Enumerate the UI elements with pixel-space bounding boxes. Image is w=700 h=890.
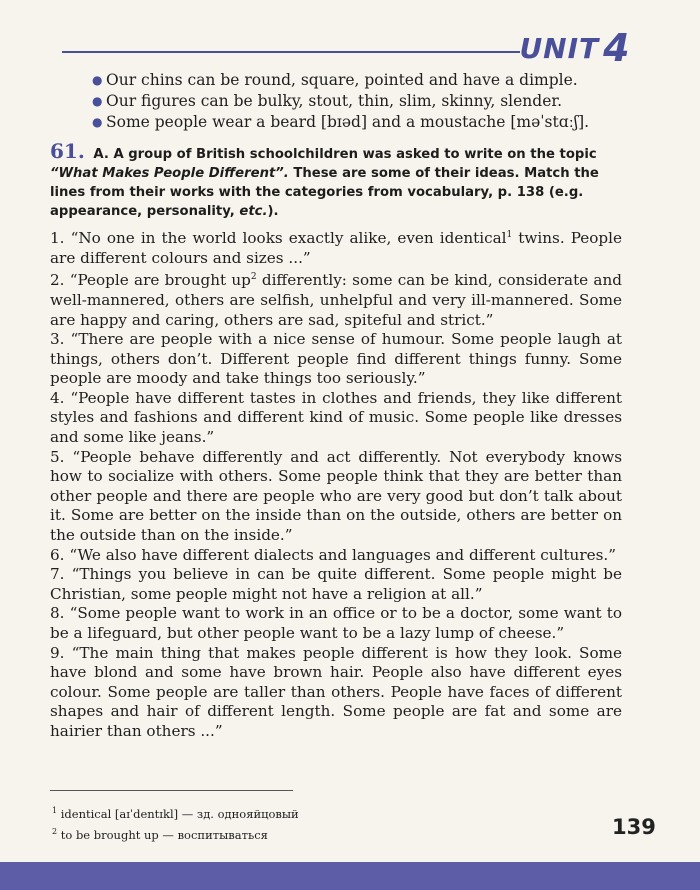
footnote-ref: 2 [250,272,257,283]
quote-item [50,268,622,330]
footnote-text: to be brought up — воспитываться [60,827,268,842]
unit-label: UNIT [519,31,600,65]
page-number: 139 [612,815,656,839]
quote-text: 1. “No one in the world looks exactly alike, even identical [50,229,507,248]
bullet-text: Our chins can be round, square, pointed and have a dimple. [106,71,578,89]
bottom-band [0,862,700,890]
footnote-item [52,823,452,844]
bullet-dot-icon: ● [92,73,103,87]
quote-text: 3. “There are people with a nice sense of humour. Some people laugh at things, others don’t. Different people find different things funny. Some people are moody and take things too seriously.” [50,330,622,388]
quote-text: 6. “We also have different dialects and languages and different cultures.” [50,545,616,564]
bullet-item [92,91,612,112]
topic-title: “What Makes People Different”. [50,166,289,181]
instruction-a: A. A group of British schoolchildren was asked to write on the topic [93,147,597,162]
instruction-end: ). [267,204,279,219]
quote-item [50,226,622,268]
quote-text: 7. “Things you believe in can be quite different. Some people might be Christian, some people might not have a religion at all.” [50,565,622,603]
exercise-number: 61. [50,139,85,163]
bullet-list [92,70,612,133]
bullet-item [92,70,612,91]
quote-item [50,546,622,566]
quote-item [50,389,622,448]
unit-number: 4 [603,26,631,70]
quote-text: 8. “Some people want to work in an office or to be a doctor, some want to be a lifeguard, but other people want to be a lazy lump of cheese.” [50,604,622,642]
quote-text-cont: twins. People are different colours and sizes ...” [50,229,622,267]
footnotes [52,802,452,844]
bullet-dot-icon: ● [92,115,103,129]
etc-text: etc. [239,204,268,219]
quote-text-cont: differently: some can be kind, considerate and well-mannered, others are selfish, unhelpful and very ill-mannered. Some are happy and caring, others are sad, spiteful and strict.” [50,271,622,329]
bullet-dot-icon: ● [92,94,103,108]
exercise-instruction [50,139,622,221]
quote-list [50,226,622,742]
quote-item [50,604,622,643]
footnote-number: 2 [52,826,58,836]
quote-text: 2. “People are brought up [50,271,251,290]
quote-item [50,330,622,389]
bullet-text: Our figures can be bulky, stout, thin, slim, skinny, slender. [106,92,563,110]
instruction-b: These are some of their ideas. Match the lines from their works with the categories from vocabulary, p. 138 (e.g. appearance, personality, [50,166,599,219]
footnote-rule [50,790,293,791]
quote-text: 4. “People have different tastes in clothes and friends, they like different styles and fashions and different kind of music. Some people like dresses and some like jeans.” [50,388,622,447]
footnote-number: 1 [52,806,58,815]
bullet-text: Some people wear a beard [bɪəd] and a moustache [məˈstɑːʃ]. [106,113,590,131]
quote-item [50,644,622,742]
footnote-item [52,802,452,823]
quote-item [50,448,622,546]
quote-text: 9. “The main thing that makes people different is how they look. Some have blond and some have brown hair. People also have different eyes colour. Some people are taller than others. People have faces of different shapes and hair of different length. Some people are fat and some are hairier than others ...” [50,643,622,740]
footnote-ref: 1 [506,230,513,240]
footnote-text: identical [aɪˈdentɪkl] — зд. однояйцовый [60,806,299,821]
quote-item [50,565,622,604]
bullet-item [92,112,612,133]
quote-text: 5. “People behave differently and act differently. Not everybody knows how to socialize with others. Some people think that they are better than other people and there are people who are very good but don’t talk about it. Some are better on the inside than on the outside, others are better on the outside than on the inside.” [50,447,622,545]
header-rule [62,51,520,53]
unit-badge [519,26,631,70]
